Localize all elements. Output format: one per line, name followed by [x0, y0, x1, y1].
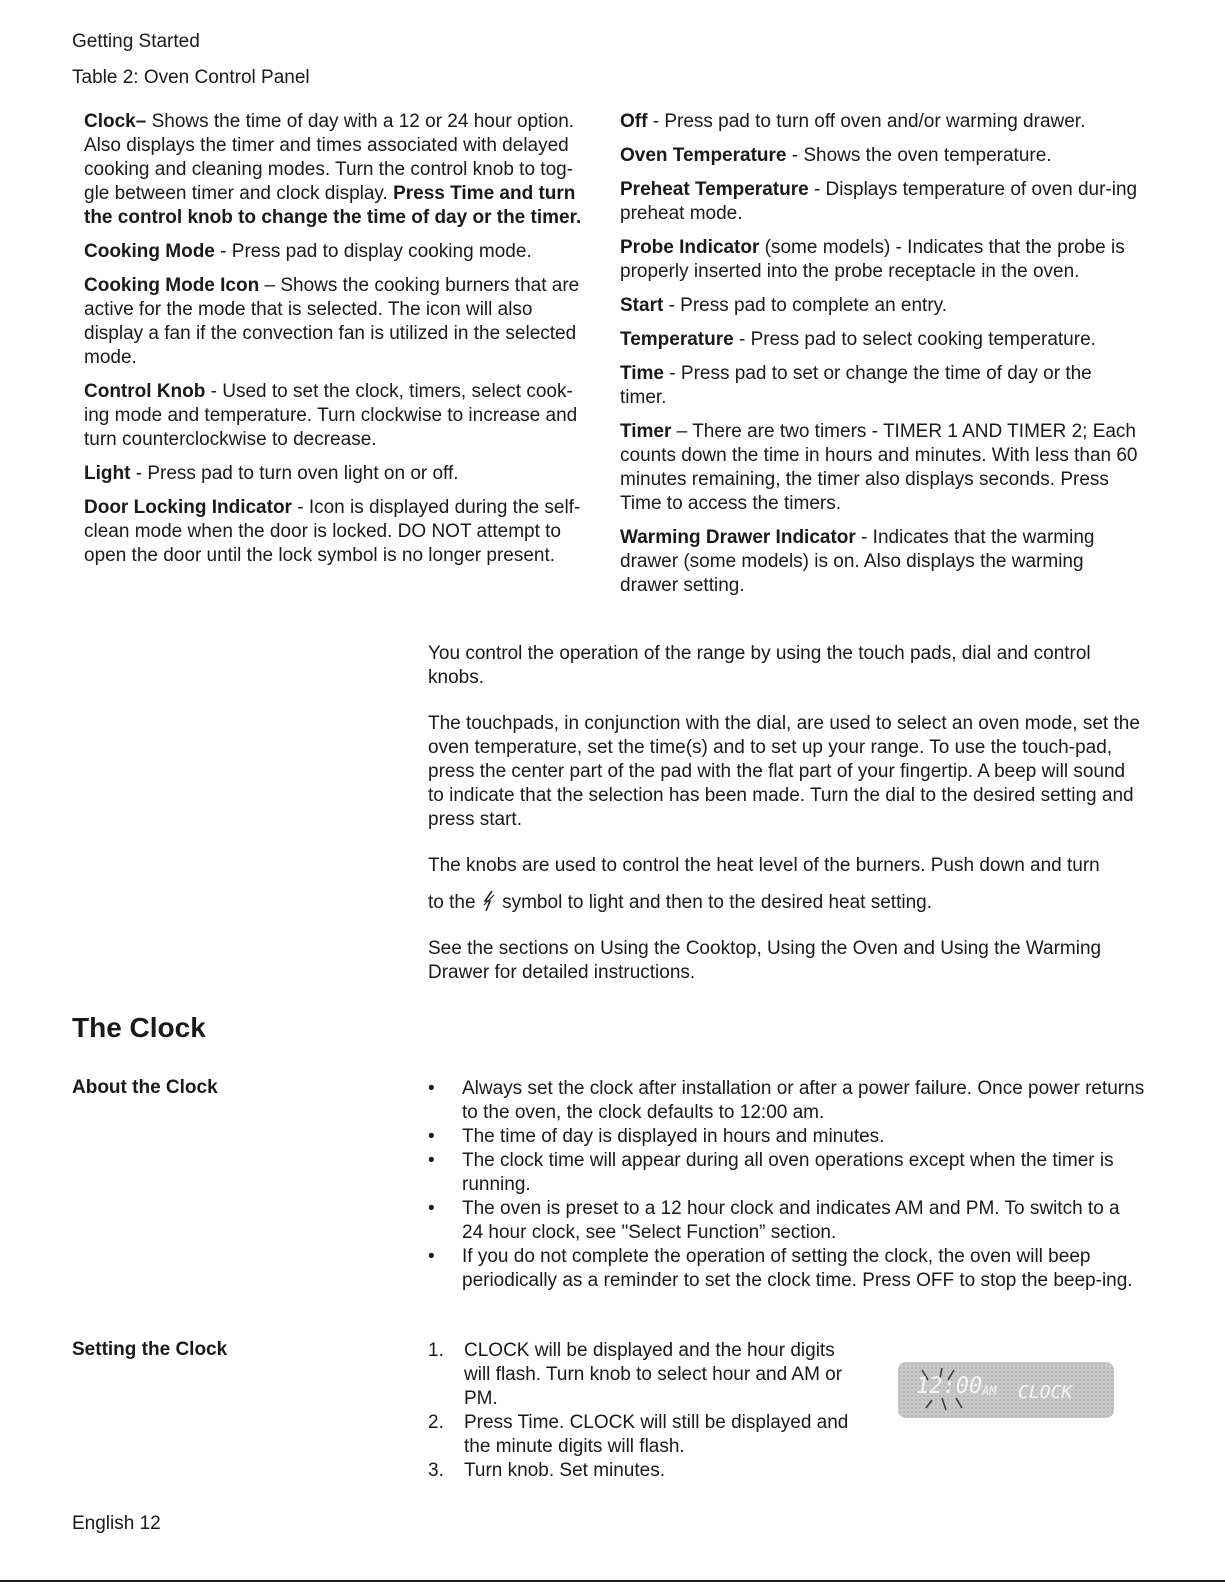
table-title: Table 2: Oven Control Panel [72, 67, 310, 88]
setting-clock-steps [428, 1339, 858, 1483]
display-clock-label: CLOCK [1018, 1382, 1073, 1403]
term-probe-indicator: Probe Indicator [620, 237, 760, 258]
bullet-icon: • [428, 1078, 435, 1099]
paragraph-knobs-line1: The knobs are used to control the heat level of the burners. Push down and turn [428, 855, 1100, 876]
body-text [428, 642, 1143, 985]
definition-temperature [620, 328, 1140, 352]
section-header: Getting Started [72, 31, 200, 52]
term-preheat-temperature: Preheat Temperature [620, 179, 809, 200]
paragraph-controls: You control the operation of the range by using the touch pads, dial and control knobs. [428, 643, 1091, 688]
term-cooking-mode-icon: Cooking Mode Icon [84, 275, 260, 296]
display-ampm: AM [982, 1384, 997, 1398]
display-time: 12:00 [916, 1374, 983, 1399]
definition-text: - Shows the oven temperature. [786, 145, 1052, 166]
term-temperature: Temperature [620, 329, 734, 350]
term-control-knob: Control Knob [84, 381, 206, 402]
term-warming-drawer-indicator: Warming Drawer Indicator [620, 527, 856, 548]
definition-clock [84, 110, 596, 230]
term-clock: Clock– [84, 111, 147, 132]
list-item [426, 1245, 1146, 1293]
term-cooking-mode: Cooking Mode [84, 241, 215, 262]
term-off: Off [620, 111, 648, 132]
definition-warming-drawer-indicator [620, 526, 1140, 598]
definition-start [620, 294, 1140, 318]
definition-text: - Indicates that the warming drawer (some models) is on. Also displays the warming drawer setting. [620, 527, 1095, 596]
definition-text: - Displays temperature of oven dur-ing preheat mode. [620, 179, 1138, 224]
definition-text: – Shows the cooking burners that are active for the mode that is selected. The icon will also display a fan if the convection fan is utilized in the selected mode. [84, 275, 580, 368]
definition-text: - Press pad to select cooking temperature. [733, 329, 1096, 350]
definition-timer [620, 420, 1140, 516]
term-time: Time [620, 363, 665, 384]
about-clock-list [426, 1077, 1146, 1293]
definition-door-locking-indicator [84, 496, 596, 568]
definition-text: - Icon is displayed during the self-clean mode when the door is locked. DO NOT attempt to open the door until the lock symbol is no longer present. [84, 497, 581, 566]
subheading-about-clock: About the Clock [72, 1077, 218, 1098]
section-heading-clock: The Clock [72, 1012, 206, 1043]
page-number: English 12 [72, 1513, 161, 1534]
definitions-left-column [84, 110, 596, 578]
definition-text: - Used to set the clock, timers, select cook-ing mode and temperature. Turn clockwise to increase and turn counterclockwise to decrease. [84, 381, 578, 450]
definition-text: - Press pad to turn off oven and/or warming drawer. [647, 111, 1086, 132]
term-oven-temperature: Oven Temperature [620, 145, 787, 166]
definition-cooking-mode [84, 240, 596, 264]
definitions-right-column [620, 110, 1140, 608]
bottom-rule [0, 1580, 1225, 1582]
definition-control-knob [84, 380, 596, 452]
bullet-icon: • [428, 1246, 435, 1267]
paragraph-touchpads: The touchpads, in conjunction with the dial, are used to select an oven mode, set the oven temperature, set the time(s) and to set up your range. To use the touch-pad, press the center part of the pad with the flat part of your fingertip. A beep will sound to indicate that the selection has been made. Turn the dial to the desired setting and press start. [428, 713, 1140, 830]
list-item-text: The oven is preset to a 12 hour clock and indicates AM and PM. To switch to a 24 hour clock, see "Select Function” section. [462, 1198, 1120, 1243]
step-item [428, 1339, 858, 1411]
definition-text: (some models) - Indicates that the probe is properly inserted into the probe receptacle in the oven. [620, 237, 1125, 282]
definition-text: - Press pad to display cooking mode. [214, 241, 532, 262]
bullet-icon: • [428, 1126, 435, 1147]
list-item [426, 1197, 1146, 1245]
term-door-locking-indicator: Door Locking Indicator [84, 497, 292, 518]
step-text: Turn knob. Set minutes. [464, 1460, 666, 1481]
paragraph-knobs-line2 [428, 890, 1143, 915]
term-light: Light [84, 463, 131, 484]
definition-cooking-mode-icon [84, 274, 596, 370]
list-item-text: The time of day is displayed in hours and minutes. [462, 1126, 885, 1147]
step-text: CLOCK will be displayed and the hour digits will flash. Turn knob to select hour and AM or PM. [464, 1340, 843, 1409]
step-item [428, 1459, 858, 1483]
step-number: 2. [428, 1412, 444, 1433]
definition-off [620, 110, 1140, 134]
definition-text: – There are two timers - TIMER 1 AND TIMER 2; Each counts down the time in hours and minutes. With less than 60 minutes remaining, the timer also displays seconds. Press Time to access the timers. [620, 421, 1138, 514]
bullet-icon: • [428, 1150, 435, 1171]
definition-oven-temperature [620, 144, 1140, 168]
definition-probe-indicator [620, 236, 1140, 284]
term-start: Start [620, 295, 664, 316]
definition-text: - Press pad to complete an entry. [663, 295, 948, 316]
step-number: 3. [428, 1460, 444, 1481]
text-fragment: symbol to light and then to the desired heat setting. [496, 892, 932, 913]
text-fragment: to the [428, 892, 481, 913]
list-item [426, 1077, 1146, 1125]
list-item-text: Always set the clock after installation or after a power failure. Once power returns to the oven, the clock defaults to 12:00 am. [462, 1078, 1145, 1123]
definition-time [620, 362, 1140, 410]
bullet-icon: • [428, 1198, 435, 1219]
term-timer: Timer [620, 421, 672, 442]
definition-text: Shows the time of day with a 12 or 24 hour option. Also displays the timer and times associated with delayed cooking and cleaning modes. Turn the control knob to tog-gle between timer and clock display. [84, 111, 575, 204]
definition-light [84, 462, 596, 486]
subheading-setting-clock: Setting the Clock [72, 1339, 228, 1360]
step-number: 1. [428, 1340, 444, 1361]
list-item-text: The clock time will appear during all oven operations except when the timer is running. [462, 1150, 1114, 1195]
definition-text: - Press pad to turn oven light on or off. [130, 463, 459, 484]
step-text: Press Time. CLOCK will still be displayed and the minute digits will flash. [464, 1412, 849, 1457]
step-item [428, 1411, 858, 1459]
list-item [426, 1149, 1146, 1197]
ignite-symbol-icon [481, 890, 497, 912]
list-item [426, 1125, 1146, 1149]
definition-emphasis: Press Time and turn the control knob to change the time of day or the timer. [84, 183, 582, 228]
definition-preheat-temperature [620, 178, 1140, 226]
list-item-text: If you do not complete the operation of setting the clock, the oven will beep periodically as a reminder to set the clock time. Press OFF to stop the beep-ing. [462, 1246, 1133, 1291]
paragraph-see-sections: See the sections on Using the Cooktop, Using the Oven and Using the Warming Drawer for detailed instructions. [428, 938, 1102, 983]
definition-text: - Press pad to set or change the time of day or the timer. [620, 363, 1092, 408]
clock-display-illustration [898, 1362, 1114, 1418]
